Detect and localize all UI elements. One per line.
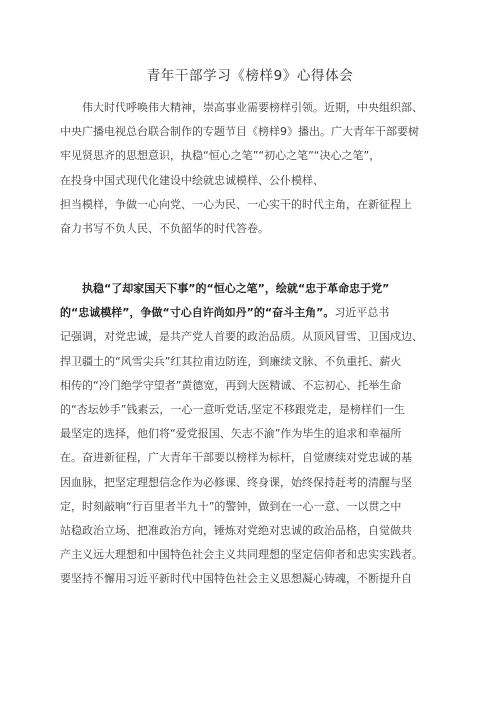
text-line: 中央广播电视总台联合制作的专题节目《榜样9》播出。广大青年干部要树 <box>60 125 419 139</box>
text-line: 伟大时代呼唤伟大精神，崇高事业需要榜样引领。近期，中央组织部、 <box>82 101 423 114</box>
text-line: 最坚定的选择，他们将“爱党报国、矢志不渝”作为毕生的追求和幸福所 <box>60 427 402 441</box>
text-line: 的“杏坛妙手”钱素云，一心一意听党话,坚定不移跟党走，是榜样们一生 <box>60 402 405 416</box>
text-fragment: 习近平总书 <box>334 306 390 320</box>
text-line: 奋力书写不负人民、不负韶华的时代答卷。 <box>60 221 269 235</box>
text-line: 担当模样，争做一心向党、一心为民、一心实干的时代主角，在新征程上 <box>60 197 412 211</box>
text-line: 在投身中国式现代化建设中绘就忠诚模样、公仆模样、 <box>60 173 324 187</box>
intro-paragraph <box>60 96 444 241</box>
text-line: 捍卫疆土的“风雪尖兵”红其拉甫边防连，到廉续文脉、不负重托、薪火 <box>60 354 402 368</box>
section-paragraph <box>60 277 444 591</box>
text-line: 站稳政治立场、把准政治方向，锤炼对党绝对忠诚的政治品格，自觉做共 <box>60 523 412 537</box>
text-line: 在。奋进新征程，广大青年干部要以榜样为标杆，自觉赓续对党忠诚的基 <box>60 451 412 465</box>
text-line: 要坚持不懈用习近平新时代中国特色社会主义思想凝心铸魂，不断提升自 <box>60 572 412 586</box>
section-heading-line: 执稳“了却家国天下事”的“恒心之笔”，绘就“忠于革命忠于党” <box>82 282 390 295</box>
text-line: 产主义远大理想和中国特色社会主义共同理想的坚定信仰者和忠实实践者。 <box>60 548 423 562</box>
text-line: 相传的“冷门绝学守望者”黄德宽，再到大医精诚、不忘初心、托举生命 <box>60 378 402 392</box>
section-heading-tail: 的“忠诚模样”，争做“寸心自许尚如丹”的“奋斗主角”。 <box>60 306 335 320</box>
document-title: 青年干部学习《榜样9》心得体会 <box>146 68 354 84</box>
text-line: 牢见贤思齐的思想意识，执稳“恒心之笔”“初心之笔”“决心之笔”， <box>60 149 381 163</box>
text-line <box>60 301 444 325</box>
text-line: 定，时刻敲响“行百里者半九十”的警钟，做到在一心一意、一以贯之中 <box>60 499 402 513</box>
text-line: 记强调，对党忠诚，是共产党人首要的政治品质。从顶风冒雪、卫国戍边、 <box>60 330 423 344</box>
text-line: 因血脉，把坚定理想信念作为必修课、终身课，始终保持赶考的清醒与坚 <box>60 475 412 489</box>
